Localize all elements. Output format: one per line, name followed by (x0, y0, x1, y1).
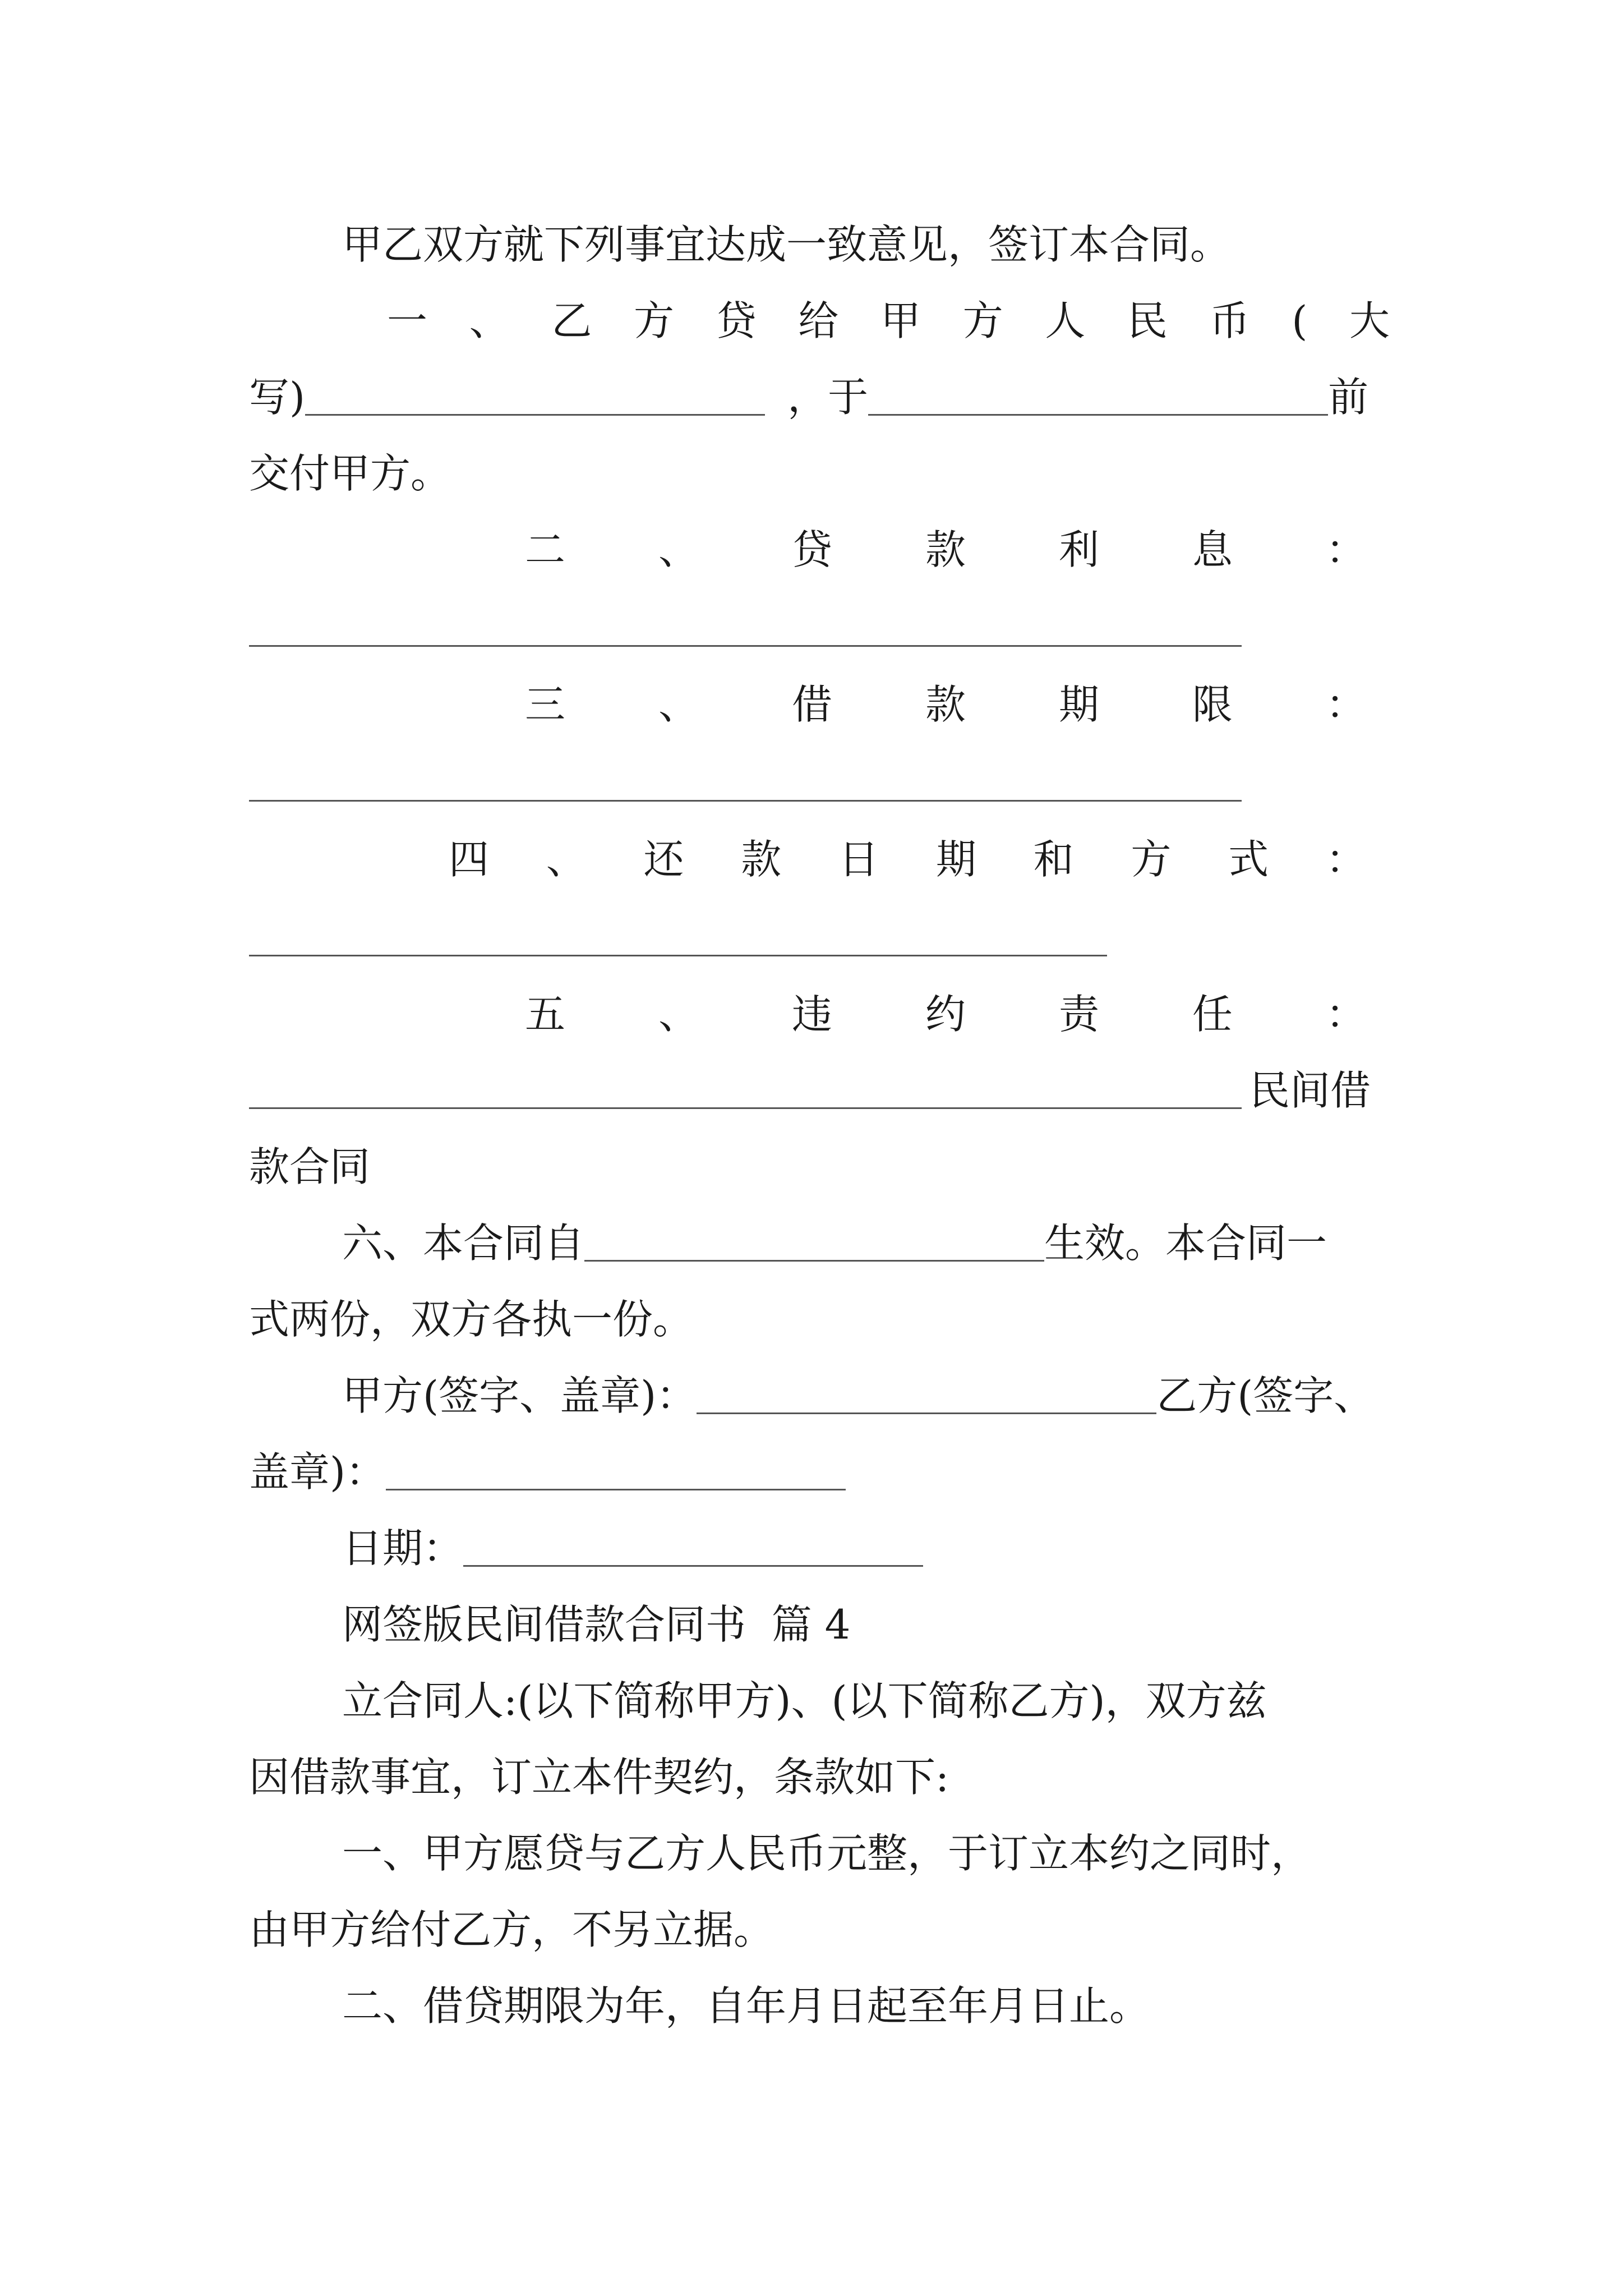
clause-2-heading (525, 512, 1366, 588)
clause-1-heading (387, 283, 1390, 359)
clause-6-text-a: 六、本合同自 (342, 1220, 585, 1267)
clause-1-text-b: ，于 (787, 374, 869, 421)
clause-1-char: 方 (633, 297, 674, 344)
clause-2-char: 二 (525, 526, 566, 573)
date-blank[interactable] (868, 379, 1328, 416)
clause-4-char: ： (1325, 836, 1366, 883)
clause-4-char: 款 (741, 836, 782, 883)
contract-title-fragment: 款合同 (249, 1143, 371, 1190)
clause-1-char: 甲 (880, 297, 921, 344)
article-1-cont: 由甲方给付乙方，不另立据。 (249, 1906, 774, 1953)
parties-paragraph-cont: 因借款事宜，订立本件契约，条款如下: (249, 1754, 949, 1801)
clause-3-heading (525, 666, 1366, 743)
clause-5-blank-line (249, 1052, 1390, 1129)
clause-5-char: 、 (658, 991, 699, 1038)
repayment-blank[interactable] (249, 955, 1107, 956)
party-b-label-cont: 盖章)： (249, 1448, 386, 1496)
section-heading: 网签版民间借款合同书 篇 4 (342, 1601, 851, 1648)
clause-4-heading (449, 821, 1366, 898)
clause-3-char: 款 (925, 681, 966, 728)
effective-date-blank[interactable] (584, 1225, 1044, 1262)
clause-3-char: 限 (1192, 681, 1233, 728)
clause-3-char: 、 (658, 681, 699, 728)
clause-1-text-a: 写) (249, 374, 306, 421)
amount-blank[interactable] (305, 379, 765, 416)
clause-1-char: 给 (798, 297, 839, 344)
clause-1-char: 大 (1349, 297, 1390, 344)
clause-1-char: 民 (1127, 297, 1168, 344)
clause-1-char: 币 (1209, 297, 1250, 344)
clause-1-char: 、 (469, 297, 510, 344)
sign-date-blank[interactable] (463, 1530, 923, 1567)
clause-4-char: 和 (1033, 836, 1074, 883)
clause-1-char: 方 (962, 297, 1003, 344)
clause-3-char: 借 (791, 681, 832, 728)
clause-1-char: 乙 (551, 297, 592, 344)
clause-6-text-b: 生效。本合同一 (1044, 1220, 1327, 1267)
clause-2-char: 利 (1058, 526, 1099, 573)
clause-3-char: ： (1325, 681, 1366, 728)
clause-5-text-end: 民间借 (1249, 1067, 1371, 1114)
date-line (342, 1510, 1390, 1586)
clause-2-char: 、 (658, 526, 699, 573)
party-b-signature-blank[interactable] (386, 1454, 846, 1490)
clause-3-char: 三 (525, 681, 566, 728)
clause-1-char: 贷 (716, 297, 757, 344)
clause-1-amount-line (249, 359, 1390, 435)
clause-5-char: 任 (1192, 991, 1233, 1038)
clause-4-char: 日 (838, 836, 879, 883)
clause-1-char: 一 (387, 297, 428, 344)
clause-2-char: ： (1325, 526, 1366, 573)
liability-blank[interactable] (249, 1073, 1242, 1109)
party-a-label: 甲方(签字、盖章)： (342, 1372, 697, 1419)
clause-5-char: 约 (925, 991, 966, 1038)
clause-5-char: 五 (525, 991, 566, 1038)
clause-1-char: ( (1292, 297, 1308, 344)
date-label: 日期： (342, 1525, 464, 1572)
party-a-signature-blank[interactable] (697, 1378, 1156, 1414)
clause-3-char: 期 (1058, 681, 1099, 728)
clause-5-char: 违 (791, 991, 832, 1038)
clause-4-char: 式 (1228, 836, 1269, 883)
clause-1-end: 交付甲方。 (249, 450, 451, 497)
article-2: 二、借贷期限为年，自年月日起至年月日止。 (342, 1982, 1150, 2030)
paragraph-agreement-intro: 甲乙双方就下列事宜达成一致意见，签订本合同。 (342, 221, 1231, 268)
clause-6-end: 式两份，双方各执一份。 (249, 1296, 694, 1343)
article-1: 一、甲方愿贷与乙方人民币元整，于订立本约之同时， (342, 1830, 1312, 1877)
clause-2-char: 息 (1192, 526, 1233, 573)
clause-5-char: ： (1325, 991, 1366, 1038)
clause-2-char: 款 (925, 526, 966, 573)
party-b-label: 乙方(签字、 (1156, 1372, 1375, 1419)
clause-6-line (342, 1205, 1390, 1281)
clause-4-char: 、 (546, 836, 587, 883)
clause-4-char: 还 (643, 836, 684, 883)
term-blank[interactable] (249, 800, 1242, 802)
clause-5-char: 责 (1058, 991, 1099, 1038)
clause-5-heading (525, 976, 1366, 1052)
signature-line-a (342, 1358, 1390, 1434)
clause-1-char: 人 (1045, 297, 1086, 344)
clause-4-char: 四 (449, 836, 490, 883)
clause-4-char: 期 (935, 836, 976, 883)
parties-paragraph: 立合同人:(以下简称甲方)、(以下简称乙方)，双方兹 (342, 1677, 1267, 1724)
clause-1-text-c: 前 (1328, 374, 1369, 421)
signature-line-b (249, 1434, 1390, 1510)
clause-4-char: 方 (1131, 836, 1172, 883)
clause-2-char: 贷 (791, 526, 832, 573)
interest-blank[interactable] (249, 645, 1242, 647)
